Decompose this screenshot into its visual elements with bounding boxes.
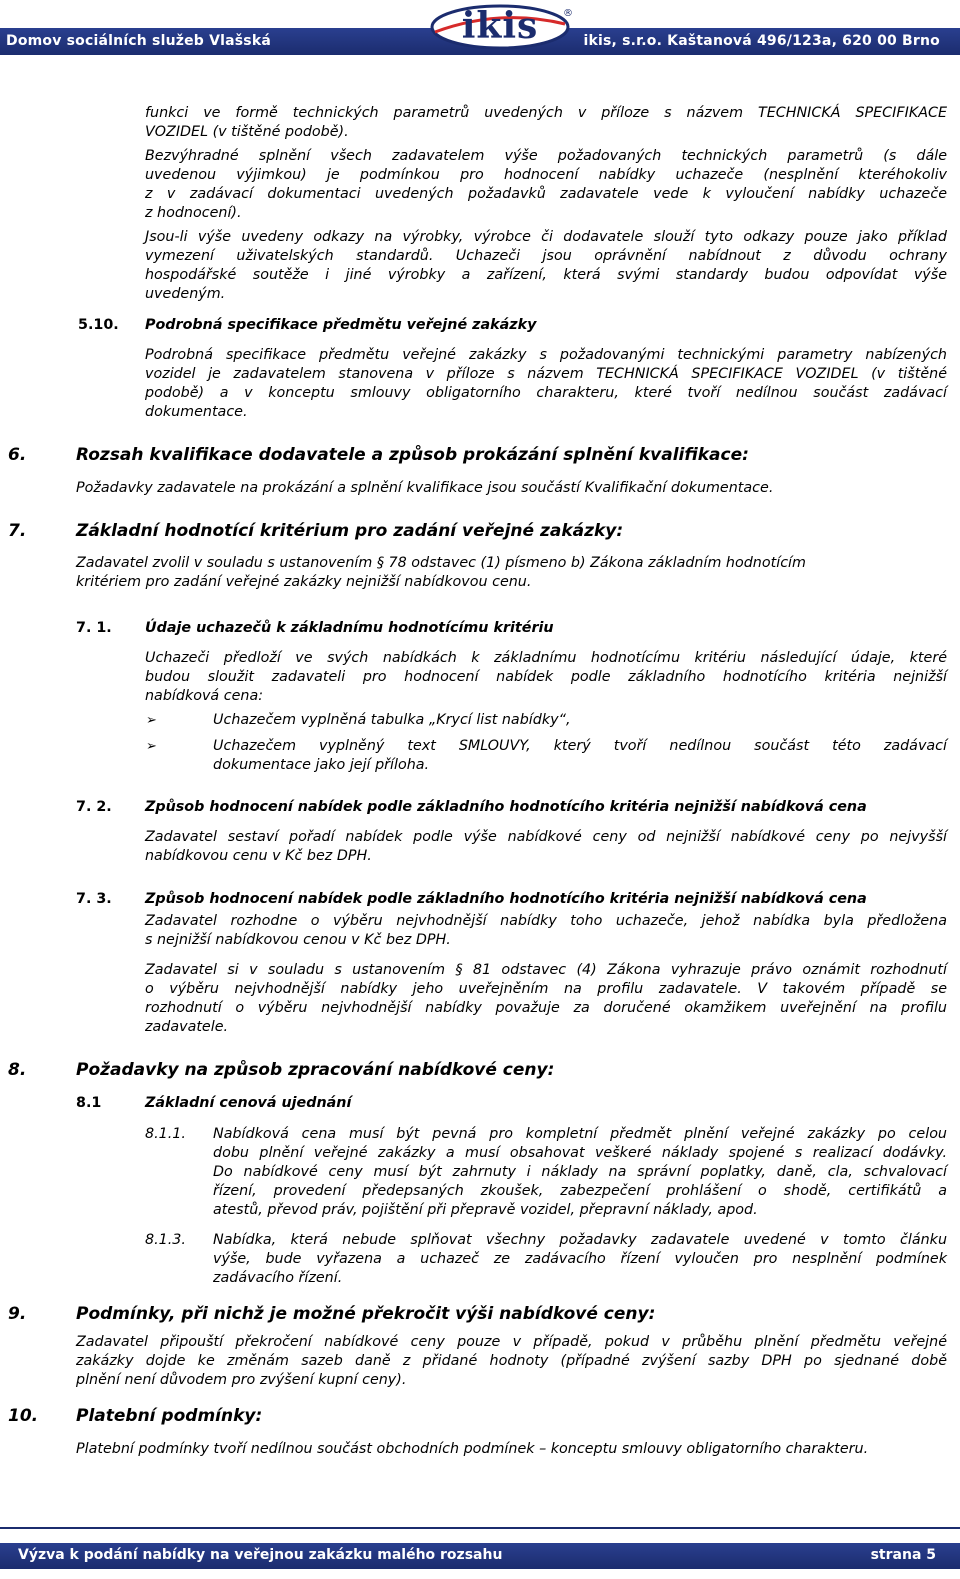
p1-line-0: funkci ve formě technických parametrů uvedených v příloze s názvem TECHNICKÁ SPECIFIKACE bbox=[145, 105, 947, 121]
p1-line-1: VOZIDEL (v tištěné podobě). bbox=[145, 124, 349, 140]
page-number: strana 5 bbox=[870, 1547, 936, 1563]
s510-line-3: dokumentace. bbox=[145, 404, 248, 420]
arrow-bullet-icon: ➢ bbox=[146, 739, 157, 754]
section-10-text: Platební podmínky tvoří nedílnou součást obchodních podmínek – konceptu smlouvy obligatorního charakteru. bbox=[76, 1441, 869, 1457]
section-6-text: Požadavky zadavatele na prokázání a splnění kvalifikace jsou součástí Kvalifikační dokumentace. bbox=[76, 480, 774, 496]
item-8-1-3-number: 8.1.3. bbox=[145, 1232, 186, 1248]
header-organization: Domov sociálních služeb Vlašská bbox=[6, 33, 271, 49]
s510-line-1: vozidel je zadavatelem stanovena v příloze s názvem TECHNICKÁ SPECIFIKACE VOZIDEL (v tištěné bbox=[145, 366, 947, 382]
page-header bbox=[0, 0, 960, 58]
section-5-10-title: Podrobná specifikace předmětu veřejné zakázky bbox=[145, 317, 537, 333]
logo-text: ikis bbox=[461, 5, 539, 47]
s71-bullet-1: Uchazečem vyplněná tabulka „Krycí list nabídky“, bbox=[213, 712, 571, 728]
p1-line-6: Jsou-li výše uvedeny odkazy na výrobky, výrobce či dodavatele slouží tyto odkazy pouze jako příklad bbox=[145, 229, 947, 245]
ikis-logo bbox=[425, 2, 575, 50]
s510-line-0: Podrobná specifikace předmětu veřejné zakázky s požadovanými technickými parametry nabízených bbox=[145, 347, 947, 363]
section-7-title: Základní hodnotící kritérium pro zadání veřejné zakázky: bbox=[76, 521, 624, 541]
i1-line-3: řízení, provedení předepsaných zkoušek, zabezpečení prohlášení o shodě, certifikátů a bbox=[213, 1183, 947, 1199]
footer-divider bbox=[0, 1527, 960, 1529]
section-6-number: 6. bbox=[8, 445, 27, 465]
i3-line-0: Nabídka, která nebude splňovat všechny požadavky zadavatele uvedené v tomto článku bbox=[213, 1232, 947, 1248]
s72-line-1: nabídkovou cenu v Kč bez DPH. bbox=[145, 848, 372, 864]
item-8-1-1-number: 8.1.1. bbox=[145, 1126, 186, 1142]
section-7-2-title: Způsob hodnocení nabídek podle základního hodnotícího kritéria nejnižší nabídková cena bbox=[145, 799, 867, 815]
section-10-number: 10. bbox=[8, 1406, 39, 1426]
p1-line-2: Bezvýhradné splnění všech zadavatelem výše požadovaných technických parametrů (s dále bbox=[145, 148, 947, 164]
section-5-10-number: 5.10. bbox=[78, 317, 119, 333]
s73-line-0: Zadavatel rozhodne o výběru nejvhodnější nabídky toho uchazeče, jehož nabídka byla předložena bbox=[145, 913, 947, 929]
registered-mark: ® bbox=[563, 8, 573, 19]
s73-line2-2: rozhodnutí o výběru nejvhodnější nabídky považuje za doručené okamžikem uveřejnění na profilu bbox=[145, 1000, 947, 1016]
section-8-1-number: 8.1 bbox=[76, 1095, 102, 1111]
section-7-1-number: 7. 1. bbox=[76, 620, 112, 636]
s73-line2-1: o výběru nejvhodnější nabídky jeho uveřejněním na profilu zadavatele. V takovém případě se bbox=[145, 981, 947, 997]
s73-line-1: s nejnižší nabídkovou cenou v Kč bez DPH. bbox=[145, 932, 451, 948]
s9-line-1: zakázky dojde ke změnám sazeb daně z přidané hodnoty (případné zvýšení sazby DPH po sjednané době bbox=[76, 1353, 947, 1369]
i1-line-2: Do nabídkové ceny musí být zahrnuty i náklady na správní poplatky, daně, cla, schvalovací bbox=[213, 1164, 947, 1180]
s71-bullet-2-line-1: dokumentace jako její příloha. bbox=[213, 757, 430, 773]
section-7-1-title: Údaje uchazečů k základnímu hodnotícímu kritériu bbox=[145, 620, 554, 636]
i1-line-0: Nabídková cena musí být pevná pro kompletní předmět plnění veřejné zakázky po celou bbox=[213, 1126, 947, 1142]
s71-line-2: nabídková cena: bbox=[145, 688, 264, 704]
s510-line-2: podobě) a v konceptu smlouvy obligatorního charakteru, které tvoří nedílnou součást zadávací bbox=[145, 385, 947, 401]
footer-title: Výzva k podání nabídky na veřejnou zakázku malého rozsahu bbox=[18, 1547, 503, 1563]
s9-line-0: Zadavatel připouští překročení nabídkové ceny pouze v případě, pokud v průběhu plnění předmětu veřejné bbox=[76, 1334, 947, 1350]
section-6-title: Rozsah kvalifikace dodavatele a způsob prokázání splnění kvalifikace: bbox=[76, 445, 749, 465]
section-8-title: Požadavky na způsob zpracování nabídkové ceny: bbox=[76, 1060, 555, 1080]
section-9-title: Podmínky, při nichž je možné překročit výši nabídkové ceny: bbox=[76, 1304, 656, 1324]
s73-line2-0: Zadavatel si v souladu s ustanovením § 81 odstavec (4) Zákona vyhrazuje právo oznámit rozhodnutí bbox=[145, 962, 947, 978]
p1-line-4: z v zadávací dokumentaci uvedených požadavků zadavatele vede k vyloučení nabídky uchazeče bbox=[145, 186, 947, 202]
section-7-3-number: 7. 3. bbox=[76, 891, 112, 907]
section-8-number: 8. bbox=[8, 1060, 27, 1080]
p1-line-3: uvedenou výjimkou) je podmínkou pro hodnocení nabídky uchazeče (nesplnění kteréhokoliv bbox=[145, 167, 947, 183]
i1-line-4: atestů, převod práv, pojištění při přepravě vozidel, přepravní náklady, apod. bbox=[213, 1202, 758, 1218]
p1-line-7: vymezení uživatelských standardů. Uchazeči jsou oprávnění nabídnout z důvodu ochrany bbox=[145, 248, 947, 264]
section-7-2-number: 7. 2. bbox=[76, 799, 112, 815]
s7-line-1: kritériem pro zadání veřejné zakázky nejnižší nabídkovou cenu. bbox=[76, 574, 532, 590]
i3-line-2: zadávacího řízení. bbox=[213, 1270, 343, 1286]
section-7-number: 7. bbox=[8, 521, 27, 541]
s71-line-0: Uchazeči předloží ve svých nabídkách k základnímu hodnotícímu kritériu následující údaje, které bbox=[145, 650, 947, 666]
section-7-3-title: Způsob hodnocení nabídek podle základního hodnotícího kritéria nejnižší nabídková cena bbox=[145, 891, 867, 907]
p1-line-9: uvedeným. bbox=[145, 286, 226, 302]
s7-line-0: Zadavatel zvolil v souladu s ustanovením § 78 odstavec (1) písmeno b) Zákona základním hodnotícím bbox=[76, 555, 806, 571]
section-10-title: Platební podmínky: bbox=[76, 1406, 263, 1426]
s71-line-1: budou sloužit zadavateli pro hodnocení nabídek podle základního hodnotícího kritéria nejnižší bbox=[145, 669, 947, 685]
arrow-bullet-icon: ➢ bbox=[146, 713, 157, 728]
p1-line-5: z hodnocení). bbox=[145, 205, 242, 221]
i1-line-1: dobu plnění veřejné zakázky a musí obsahovat veškeré náklady spojené s realizací dodávky. bbox=[213, 1145, 947, 1161]
i3-line-1: výše, bude vyřazena a uchazeč ze zadávacího řízení vyloučen pro nesplnění podmínek bbox=[213, 1251, 947, 1267]
s73-line2-3: zadavatele. bbox=[145, 1019, 229, 1035]
header-address: ikis, s.r.o. Kaštanová 496/123a, 620 00 Brno bbox=[583, 33, 940, 49]
p1-line-8: hospodářské soutěže i jiné výrobky a zařízení, která svými standardy budou odpovídat výše bbox=[145, 267, 947, 283]
s72-line-0: Zadavatel sestaví pořadí nabídek podle výše nabídkové ceny od nejnižší nabídkové ceny po nejvyšší bbox=[145, 829, 947, 845]
section-8-1-title: Základní cenová ujednání bbox=[145, 1095, 352, 1111]
s9-line-2: plnění není důvodem pro zvýšení kupní ceny). bbox=[76, 1372, 407, 1388]
s71-bullet-2-line-0: Uchazečem vyplněný text SMLOUVY, který tvoří nedílnou součást této zadávací bbox=[213, 738, 947, 754]
section-9-number: 9. bbox=[8, 1304, 27, 1324]
